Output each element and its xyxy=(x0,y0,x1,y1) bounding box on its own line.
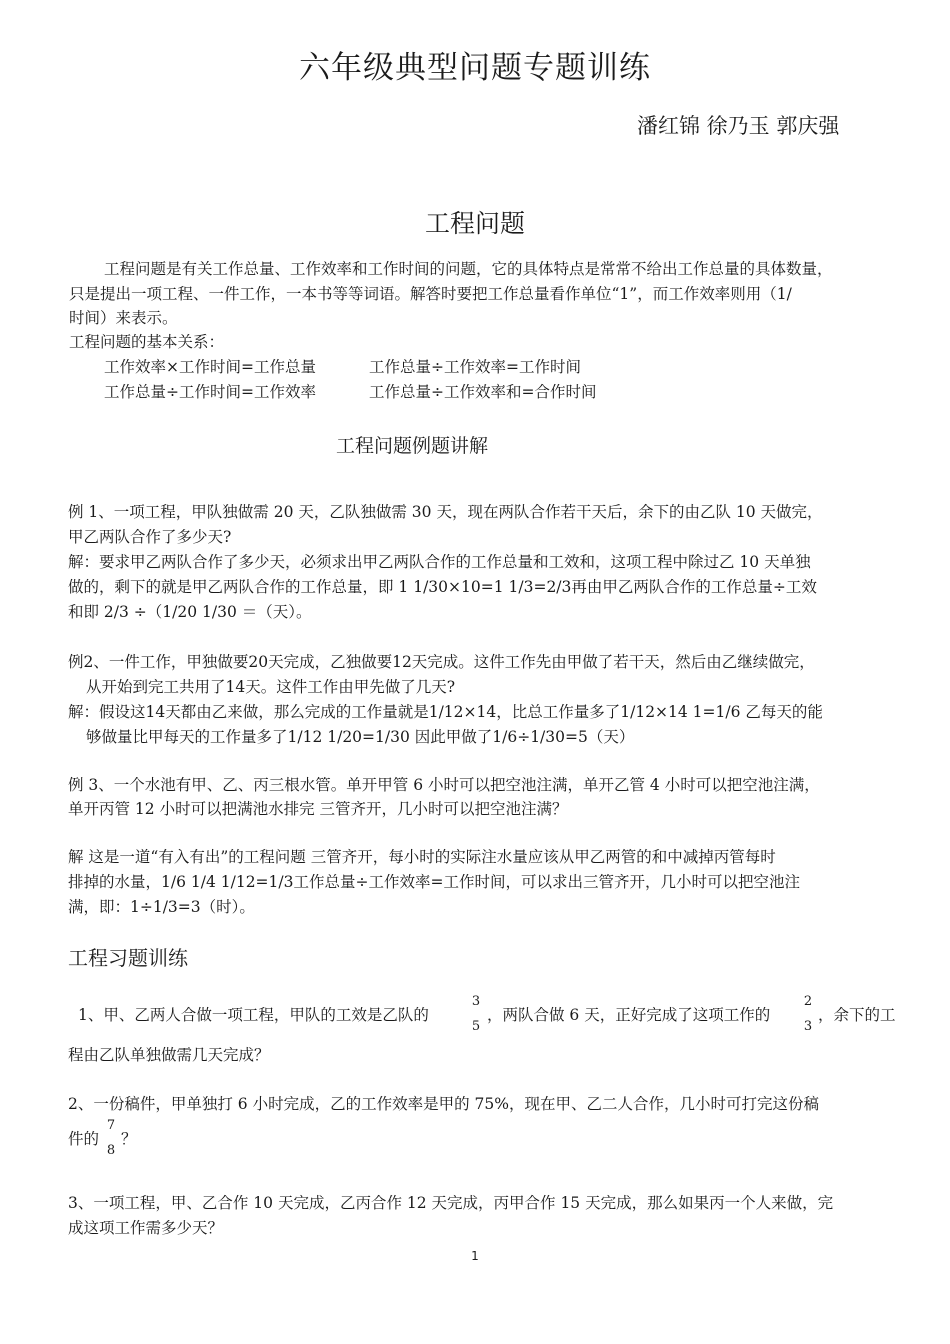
ex1-answer-line-2: 做的，剩下的就是甲乙两队合作的工作总量，即 1 1/30×10=1 1/3=2/3再由甲乙两队合作的工作总量÷工效 xyxy=(68,578,817,596)
prob1-fraction-2-denominator: 3 xyxy=(803,1019,813,1034)
prob2-fraction-denominator: 8 xyxy=(106,1143,116,1158)
prob2-line-2b: ？ xyxy=(121,1130,137,1148)
examples-heading: 工程问题例题讲解 xyxy=(336,435,489,457)
prob2-line-2a: 件的 xyxy=(68,1130,100,1148)
page-number: 1 xyxy=(471,1249,479,1263)
prob1-fraction-1-denominator: 5 xyxy=(471,1019,481,1034)
section-title: 工程问题 xyxy=(424,209,525,238)
intro-line-2: 只是提出一项工程、一件工作，一本书等等词语。解答时要把工作总量看作单位“1”，而工作效率则用（1/ xyxy=(69,285,792,303)
prob1-line-1b: ，两队合做 6 天，正好完成了这项工作的 xyxy=(487,1006,771,1024)
basic-relations-heading: 工程问题的基本关系： xyxy=(69,333,225,351)
authors: 潘红锦 徐乃玉 郭庆强 xyxy=(637,114,840,138)
page-title: 六年级典型问题专题训练 xyxy=(299,50,651,86)
ex3-answer-line-1: 解 这是一道“有入有出”的工程问题 三管齐开，每小时的实际注水量应该从甲乙两管的和中减掉丙管每时 xyxy=(68,848,776,866)
ex2-question-line-1: 例2、一件工作，甲独做要20天完成，乙独做要12天完成。这件工作先由甲做了若干天，然后由乙继续做完， xyxy=(68,653,815,671)
ex3-question-line-1: 例 3、一个水池有甲、乙、丙三根水管。单开甲管 6 小时可以把空池注满，单开乙管 4 小时可以把空池注满， xyxy=(68,776,820,794)
ex1-answer-line-3: 和即 2/3 ÷（1/20 1/30 ＝（天）。 xyxy=(68,603,312,621)
ex1-question-line-1: 例 1、一项工程，甲队独做需 20 天，乙队独做需 30 天，现在两队合作若干天后，余下的由乙队 10 天做完， xyxy=(68,503,823,521)
ex3-question-line-2: 单开丙管 12 小时可以把满池水排完 三管齐开，几小时可以把空池注满？ xyxy=(68,800,568,818)
ex2-answer-line-2: 够做量比甲每天的工作量多了1/12 1/20=1/30 因此甲做了1/6÷1/30=5（天） xyxy=(86,728,635,746)
ex3-answer-line-3: 满，即：1÷1/3=3（时）。 xyxy=(68,898,255,916)
relation-1a: 工作效率×工作时间=工作总量 xyxy=(104,358,316,376)
intro-line-1: 工程问题是有关工作总量、工作效率和工作时间的问题，它的具体特点是常常不给出工作总量的具体数量， xyxy=(104,260,833,278)
prob1-line-1c: ，余下的工 xyxy=(818,1006,896,1024)
prob2-line-1: 2、一份稿件，甲单独打 6 小时完成，乙的工作效率是甲的 75%，现在甲、乙二人合作，几小时可打完这份稿 xyxy=(68,1095,819,1113)
prob1-fraction-2-numerator: 2 xyxy=(803,994,813,1009)
ex2-answer-line-1: 解：假设这14天都由乙来做，那么完成的工作量就是1/12×14，比总工作量多了1/12×14 1=1/6 乙每天的能 xyxy=(68,703,823,721)
relation-2a: 工作总量÷工作时间=工作效率 xyxy=(104,383,316,401)
ex1-answer-line-1: 解：要求甲乙两队合作了多少天，必须求出甲乙两队合作的工作总量和工效和，这项工程中除过乙 10 天单独 xyxy=(68,553,811,571)
prob1-line-2: 程由乙队单独做需几天完成？ xyxy=(68,1046,270,1064)
relation-2b: 工作总量÷工作效率和=合作时间 xyxy=(369,383,597,401)
prob1-line-1a: 1、甲、乙两人合做一项工程，甲队的工效是乙队的 xyxy=(78,1006,429,1024)
ex2-question-line-2: 从开始到完工共用了14天。这件工作由甲先做了几天? xyxy=(86,678,456,696)
intro-line-3: 时间）来表示。 xyxy=(69,309,178,327)
prob3-line-1: 3、一项工程，甲、乙合作 10 天完成，乙丙合作 12 天完成，丙甲合作 15 天完成，那么如果丙一个人来做，完 xyxy=(68,1194,834,1212)
prob2-fraction-numerator: 7 xyxy=(106,1118,116,1133)
prob3-line-2: 成这项工作需多少天？ xyxy=(68,1219,224,1237)
prob1-fraction-1-numerator: 3 xyxy=(471,994,481,1009)
ex3-answer-line-2: 排掉的水量，1/6 1/4 1/12=1/3工作总量÷工作效率=工作时间，可以求出三管齐开，几小时可以把空池注 xyxy=(68,873,800,891)
exercises-heading: 工程习题训练 xyxy=(68,946,188,970)
relation-1b: 工作总量÷工作效率=工作时间 xyxy=(369,358,581,376)
ex1-question-line-2: 甲乙两队合作了多少天? xyxy=(68,528,232,546)
